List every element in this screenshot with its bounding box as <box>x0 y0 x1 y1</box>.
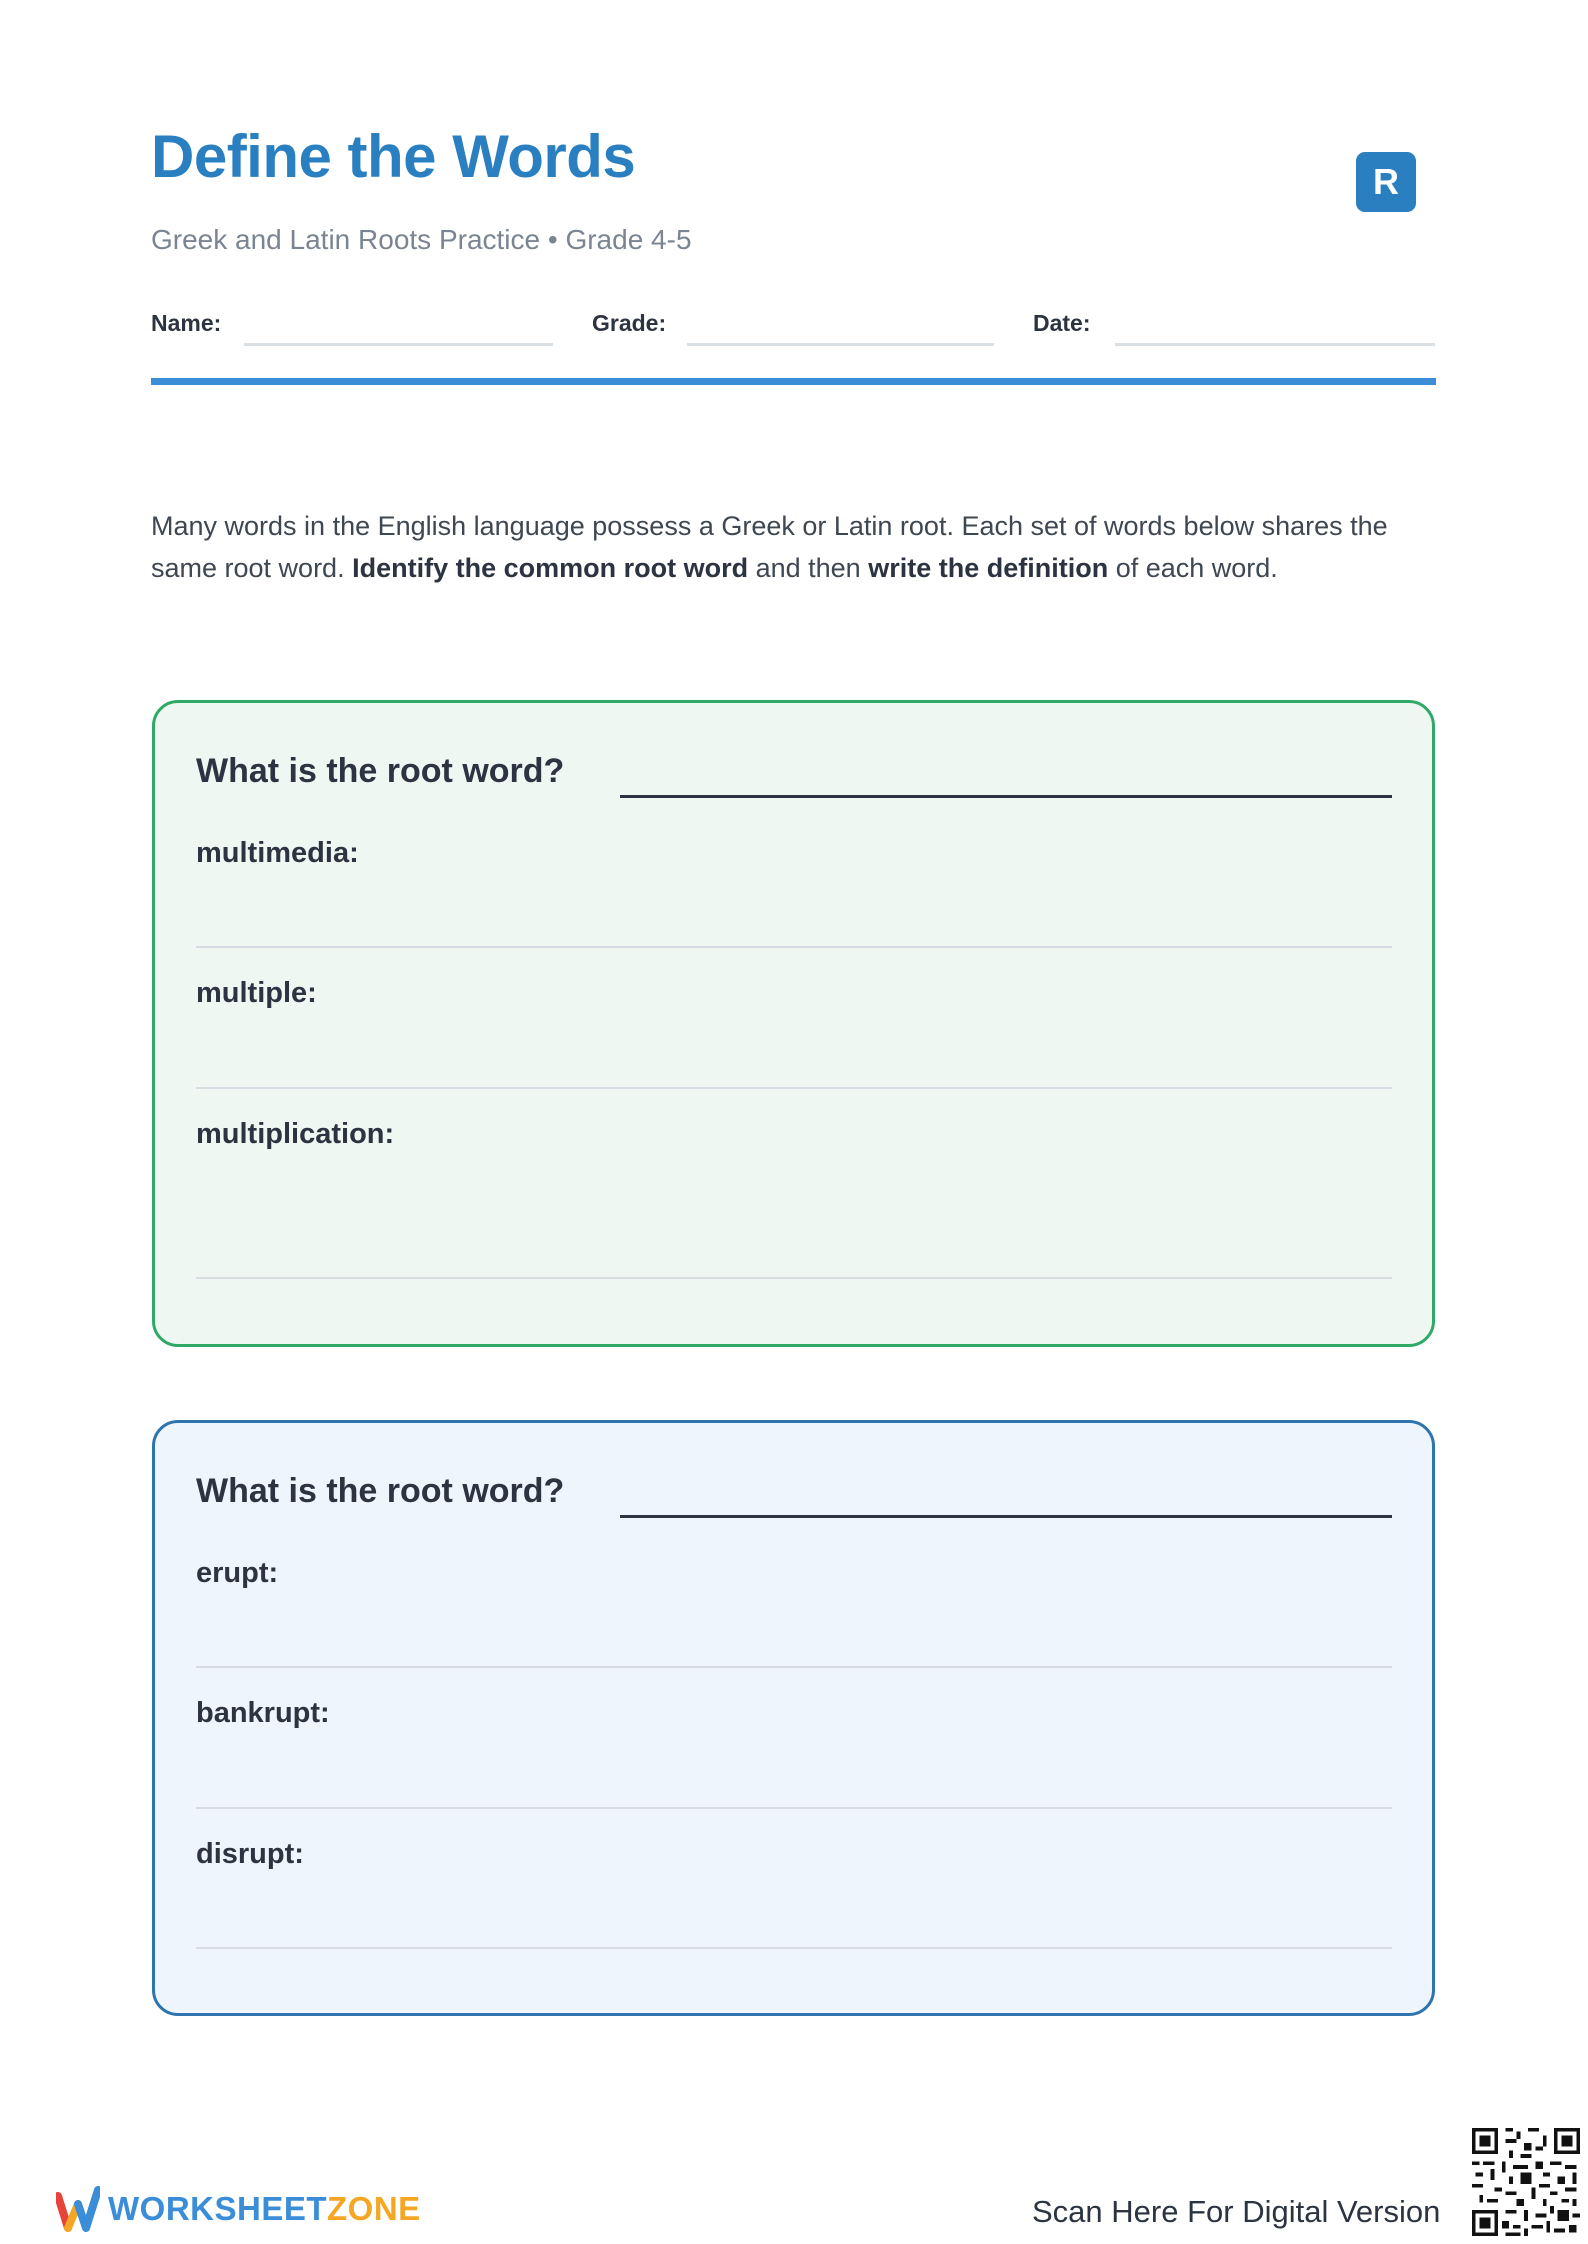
header-divider <box>151 378 1436 385</box>
root-word-answer-line[interactable] <box>620 1515 1392 1518</box>
word-set-1 <box>152 700 1435 1347</box>
definition-line[interactable] <box>196 1277 1392 1279</box>
scan-instruction: Scan Here For Digital Version <box>1032 2194 1441 2229</box>
date-label: Date: <box>1033 310 1091 336</box>
instructions-text-3: of each word. <box>1108 553 1278 583</box>
instructions-text-2: and then <box>748 553 869 583</box>
worksheetzone-logo-icon <box>56 2182 100 2234</box>
page-title: Define the Words <box>151 123 636 190</box>
instructions-bold-2: write the definition <box>868 553 1109 583</box>
brand-name[interactable] <box>108 2190 421 2228</box>
grade-field[interactable] <box>687 343 994 346</box>
definition-line[interactable] <box>196 1807 1392 1809</box>
date-field[interactable] <box>1115 343 1435 346</box>
qr-code-icon[interactable] <box>1472 2128 1580 2236</box>
word-label: erupt: <box>196 1557 279 1589</box>
instructions-bold-1: Identify the common root word <box>352 553 749 583</box>
word-label: multiplication: <box>196 1118 395 1150</box>
definition-line[interactable] <box>196 1087 1392 1089</box>
brand-part-2: ZONE <box>327 2190 421 2227</box>
definition-line[interactable] <box>196 1666 1392 1668</box>
root-word-question: What is the root word? <box>196 1472 565 1510</box>
word-set-2 <box>152 1420 1435 2016</box>
instructions <box>151 505 1441 589</box>
definition-line[interactable] <box>196 1947 1392 1949</box>
definition-line[interactable] <box>196 946 1392 948</box>
page-subtitle: Greek and Latin Roots Practice • Grade 4-5 <box>151 224 692 255</box>
root-word-question: What is the root word? <box>196 752 565 790</box>
brand-part-1: WORKSHEET <box>108 2190 327 2227</box>
name-label: Name: <box>151 310 222 336</box>
reading-badge: R <box>1356 152 1416 212</box>
word-label: bankrupt: <box>196 1697 330 1729</box>
word-label: multimedia: <box>196 837 359 869</box>
grade-label: Grade: <box>592 310 667 336</box>
word-label: disrupt: <box>196 1838 304 1870</box>
instructions-text-1: Many words in the English language possess a Greek or Latin root. Each set of words below shares the same root word. <box>151 511 1388 583</box>
word-label: multiple: <box>196 977 317 1009</box>
root-word-answer-line[interactable] <box>620 795 1392 798</box>
name-field[interactable] <box>244 343 553 346</box>
